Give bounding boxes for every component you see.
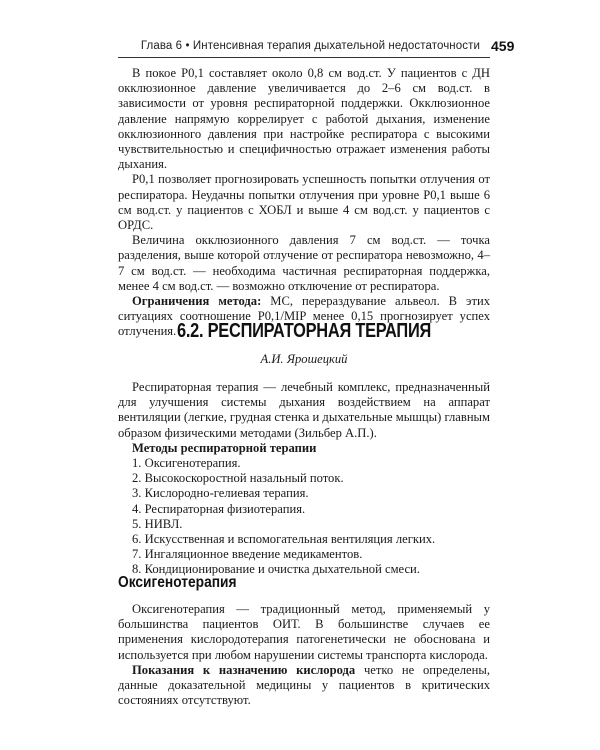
list-item: 7. Ингаляционное введение медикаментов. [132,547,363,562]
section-title: 6.2. РЕСПИРАТОРНАЯ ТЕРАПИЯ [176,320,432,342]
limitations-text: МС, перераздувание альвеол. В этих ситуациях соотношение P0,1/MIP менее 0,15 прогнозирует успех отлучения. [118,294,490,339]
subsection-body [118,602,490,708]
paragraph-oxygen-indications [118,663,490,709]
list-item: 6. Искусственная и вспомогательная вентиляция легких. [132,532,436,547]
paragraph-p01-rest: В покое P0,1 составляет около 0,8 см вод.ст. У пациентов с ДН окклюзионное давление увеличивается до 2–6 см вод.ст. в зависимости от уровня респираторной поддержки. Окклюзионное давление напрямую коррелирует с работой дыхания, изменение окклюзионного давления при настройке респиратора с высокими чувствительностью и специфичностью отражает изменения работы дыхания. [118,66,490,172]
top-text-block [118,66,490,340]
section-author: А.И. Ярошецкий [260,352,348,366]
list-item: 3. Кислородно-гелиевая терапия. [132,486,309,501]
list-item: 8. Кондиционирование и очистка дыхательной смеси. [132,562,420,577]
page-number: 459 [491,38,515,54]
list-item: 1. Оксигенотерапия. [132,456,241,471]
methods-list [118,456,490,578]
paragraph-p01-weaning: P0,1 позволяет прогнозировать успешность попытки отлучения от респиратора. Неудачны попытки отлучения при уровне P0,1 выше 6 см вод.ст. у пациентов с ХОБЛ и выше 4 см вод.ст. у пациентов с ОРДС. [118,172,490,233]
indications-label: Показания к назначению кислорода [132,662,356,677]
running-header [0,38,600,58]
list-item: 2. Высокоскоростной назальный поток. [132,471,344,486]
header-rule [118,57,490,58]
section-body [118,380,490,578]
paragraph-respiratory-therapy-definition: Респираторная терапия — лечебный комплекс, предназначенный для улучшения системы дыхания воздействием на аппарат вентиляции (легкие, грудная стенка и дыхательные мышцы) главным образом физическими методами (Зильбер А.П.). [118,380,490,440]
paragraph-occlusion-threshold: Величина окклюзионного давления 7 см вод.ст. — точка разделения, выше которой отлучение от респиратора невозможно, 4–7 см вод.ст. — необходима частичная респираторная поддержка, менее 4 см вод.ст. — возможно отключение от респиратора. [118,233,490,293]
subsection-title: Оксигенотерапия [118,574,237,591]
methods-heading: Методы респираторной терапии [132,440,317,455]
indications-text: четко не определены, данные доказательной медицины у пациентов в критических состояниях отсутствуют. [118,662,490,708]
paragraph-oxygen-therapy: Оксигенотерапия — традиционный метод, применяемый у большинства пациентов ОИТ. В большинстве случаев ее применения кислородотерапия патогенетически не обоснована и используется при любом нарушении системы транспорта кислорода. [118,602,490,662]
limitations-label: Ограничения метода: [132,294,262,309]
running-title: Глава 6 • Интенсивная терапия дыхательной недостаточности [140,40,480,52]
list-item: 4. Респираторная физиотерапия. [132,501,306,516]
list-item: 5. НИВЛ. [132,516,183,531]
